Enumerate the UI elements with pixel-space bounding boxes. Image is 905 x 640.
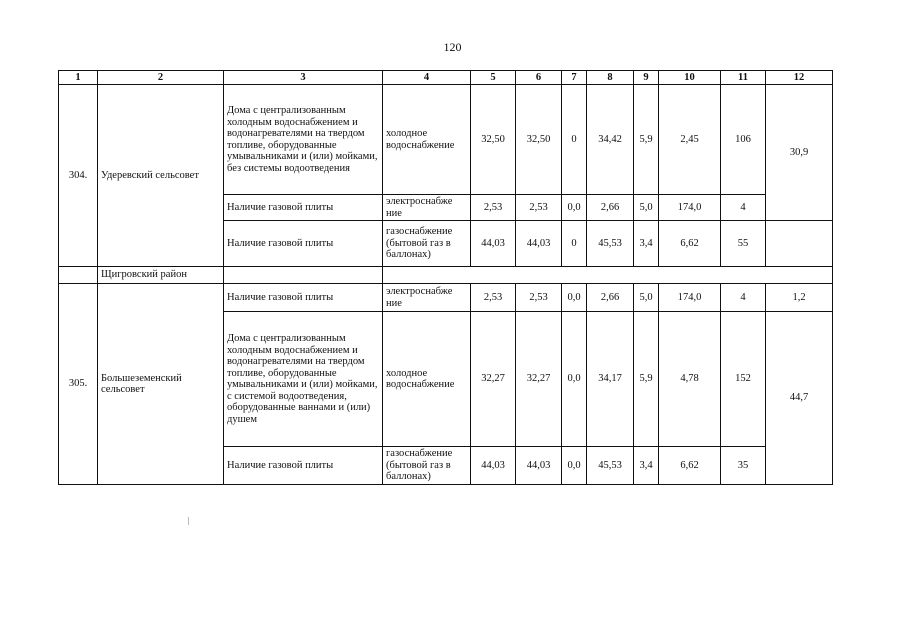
category-cell: Наличие газовой плиты	[224, 447, 383, 485]
header-col-9: 9	[634, 71, 659, 85]
value-cell: 34,42	[587, 85, 634, 195]
empty-cell	[224, 267, 383, 284]
value-cell: 2,66	[587, 284, 634, 312]
value-cell: 0,0	[562, 312, 587, 447]
value-cell: 4	[721, 195, 766, 221]
value-cell: 2,53	[516, 284, 562, 312]
district-name: Большеземенский сельсовет	[98, 284, 224, 485]
header-col-4: 4	[383, 71, 471, 85]
value-cell: 32,27	[471, 312, 516, 447]
header-col-3: 3	[224, 71, 383, 85]
value-cell: 45,53	[587, 221, 634, 267]
service-cell: электроснабже ние	[383, 284, 471, 312]
value-cell: 6,62	[659, 447, 721, 485]
service-cell: газоснабжение (бытовой газ в баллонах)	[383, 447, 471, 485]
value-cell: 106	[721, 85, 766, 195]
header-col-8: 8	[587, 71, 634, 85]
header-col-1: 1	[59, 71, 98, 85]
value-cell: 0,0	[562, 195, 587, 221]
value-cell: 44,03	[471, 447, 516, 485]
tariff-table	[58, 70, 833, 485]
value-cell: 32,27	[516, 312, 562, 447]
table-row	[59, 284, 833, 312]
value-cell: 3,4	[634, 221, 659, 267]
value-cell: 44,03	[471, 221, 516, 267]
value-cell: 55	[721, 221, 766, 267]
value-cell: 44,7	[766, 312, 833, 485]
value-cell: 1,2	[766, 284, 833, 312]
category-cell: Дома с централизованным холодным водоснабжением и водонагревателями на твердом топливе, оборудованные умывальниками и (или) мойками, с системой водоотведения, оборудованные ваннами и (или) душем	[224, 312, 383, 447]
header-col-5: 5	[471, 71, 516, 85]
header-col-12: 12	[766, 71, 833, 85]
value-cell: 32,50	[471, 85, 516, 195]
service-cell: газоснабжение (бытовой газ в баллонах)	[383, 221, 471, 267]
value-cell: 174,0	[659, 284, 721, 312]
value-cell: 2,53	[471, 195, 516, 221]
value-cell: 44,03	[516, 221, 562, 267]
service-cell: электроснабже ние	[383, 195, 471, 221]
value-cell: 5,9	[634, 85, 659, 195]
category-cell: Наличие газовой плиты	[224, 195, 383, 221]
empty-cell	[766, 221, 833, 267]
scan-mark	[188, 517, 189, 525]
value-cell: 2,53	[516, 195, 562, 221]
region-label: Щигровский район	[98, 267, 224, 284]
category-cell: Наличие газовой плиты	[224, 284, 383, 312]
header-col-10: 10	[659, 71, 721, 85]
value-cell: 5,0	[634, 284, 659, 312]
value-cell: 0	[562, 85, 587, 195]
value-cell: 0	[562, 221, 587, 267]
header-col-7: 7	[562, 71, 587, 85]
header-col-11: 11	[721, 71, 766, 85]
empty-cell	[383, 267, 833, 284]
header-col-2: 2	[98, 71, 224, 85]
value-cell: 5,9	[634, 312, 659, 447]
value-cell: 0,0	[562, 284, 587, 312]
service-cell: холодное водоснабжение	[383, 85, 471, 195]
value-cell: 30,9	[766, 85, 833, 221]
value-cell: 6,62	[659, 221, 721, 267]
value-cell: 174,0	[659, 195, 721, 221]
category-cell: Наличие газовой плиты	[224, 221, 383, 267]
table-row	[59, 85, 833, 195]
value-cell: 2,66	[587, 195, 634, 221]
value-cell: 3,4	[634, 447, 659, 485]
value-cell: 34,17	[587, 312, 634, 447]
value-cell: 45,53	[587, 447, 634, 485]
value-cell: 44,03	[516, 447, 562, 485]
value-cell: 32,50	[516, 85, 562, 195]
header-row	[59, 71, 833, 85]
header-col-6: 6	[516, 71, 562, 85]
value-cell: 0,0	[562, 447, 587, 485]
region-row	[59, 267, 833, 284]
row-number: 304.	[59, 85, 98, 267]
category-cell: Дома с централизованным холодным водоснабжением и водонагревателями на твердом топливе, оборудованные умывальниками и (или) мойками, без системы водоотведения	[224, 85, 383, 195]
value-cell: 4,78	[659, 312, 721, 447]
value-cell: 5,0	[634, 195, 659, 221]
value-cell: 35	[721, 447, 766, 485]
row-number: 305.	[59, 284, 98, 485]
service-cell: холодное водоснабжение	[383, 312, 471, 447]
value-cell: 4	[721, 284, 766, 312]
value-cell: 2,53	[471, 284, 516, 312]
district-name: Удеревский сельсовет	[98, 85, 224, 267]
page-number: 120	[443, 40, 462, 54]
empty-cell	[59, 267, 98, 284]
value-cell: 2,45	[659, 85, 721, 195]
value-cell: 152	[721, 312, 766, 447]
